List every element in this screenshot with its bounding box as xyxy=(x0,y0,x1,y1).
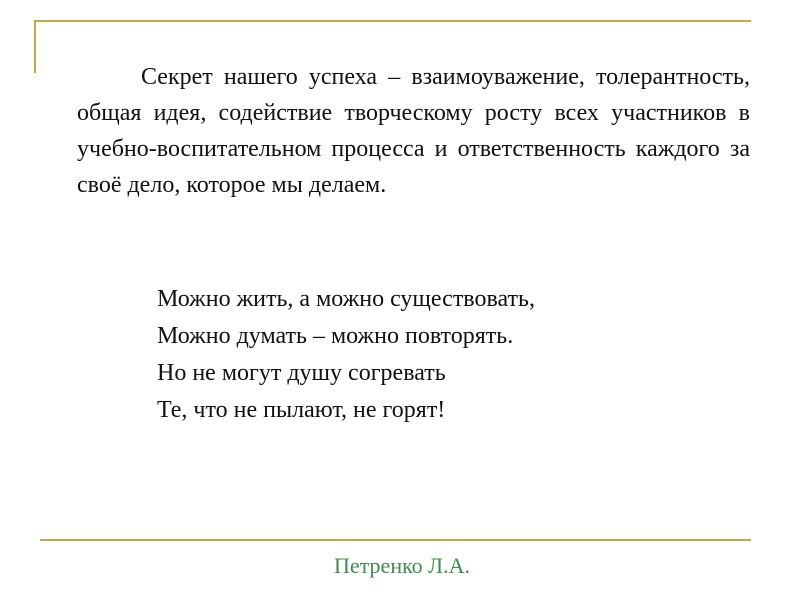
poem-line-4: Те, что не пылают, не горят! xyxy=(157,397,446,423)
main-paragraph: Секрет нашего успеха – взаимоуважение, толерантность, общая идея, содействие творческому росту всех участников в учебно-воспитательном процесса и ответственность каждого за своё дело, которое мы делаем. xyxy=(77,64,750,198)
poem-line-3: Но не могут душу согревать xyxy=(157,360,446,386)
poem xyxy=(157,281,717,429)
author-footer xyxy=(0,551,800,581)
author-name: Петренко Л.А. xyxy=(334,553,470,578)
frame-top-border xyxy=(34,20,751,22)
frame-left-border xyxy=(34,20,36,73)
frame-bottom-border xyxy=(40,539,751,541)
poem-line-1: Можно жить, а можно существовать, xyxy=(157,286,535,312)
poem-line-2: Можно думать – можно повторять. xyxy=(157,323,514,349)
